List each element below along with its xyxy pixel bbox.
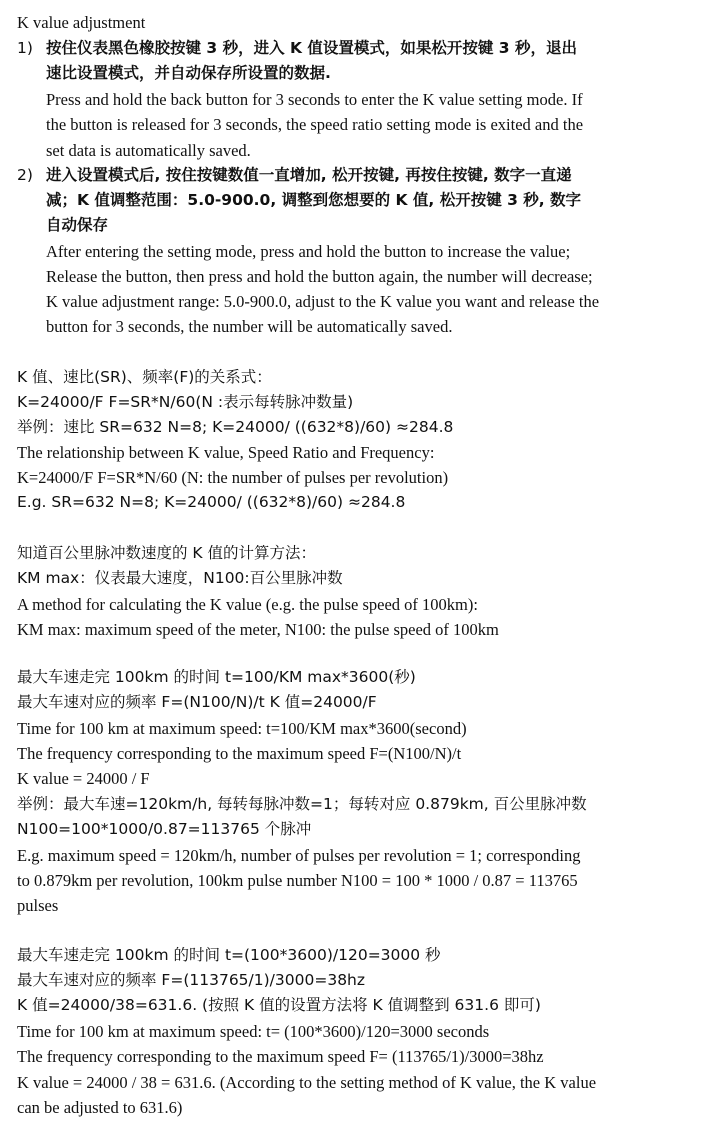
example-zh-line-1: 举例：最大车速=120km/h, 每转每脉冲数=1；每转对应 0.879km, 百公里脉冲数 — [17, 795, 587, 813]
time-formula-zh: 最大车速走完 100km 的时间 t=100/KM max*3600(秒) — [17, 668, 416, 686]
example-en-line-1: E.g. maximum speed = 120km/h, number of pulses per revolution = 1; corresponding — [17, 846, 581, 865]
relation-heading-zh: K 值、速比(SR)、频率(F)的关系式： — [17, 368, 272, 386]
item2-en-line-4: button for 3 seconds, the number will be automatically saved. — [46, 317, 453, 336]
item1-zh-line-2: 速比设置模式，并自动保存所设置的数据. — [46, 64, 331, 82]
section-title: K value adjustment — [17, 13, 146, 32]
item1-en-line-1: Press and hold the back button for 3 seconds to enter the K value setting mode. If — [46, 90, 583, 109]
method-heading-en: A method for calculating the K value (e.g. the pulse speed of 100km): — [17, 595, 478, 614]
calc-frequency-en: The frequency corresponding to the maximum speed F= (113765/1)/3000=38hz — [17, 1047, 544, 1066]
calc-time-zh: 最大车速走完 100km 的时间 t=(100*3600)/120=3000 秒 — [17, 946, 441, 964]
k-value-formula-en: K value = 24000 / F — [17, 769, 150, 788]
item2-zh-line-1: 进入设置模式后, 按住按键数值一直增加, 松开按键, 再按住按键, 数字一直递 — [46, 166, 572, 184]
frequency-formula-zh: 最大车速对应的频率 F=(N100/N)/t K 值=24000/F — [17, 693, 377, 711]
item2-en-line-3: K value adjustment range: 5.0-900.0, adjust to the K value you want and release the — [46, 292, 600, 311]
list-number-1: 1) — [17, 39, 33, 57]
frequency-formula-en: The frequency corresponding to the maximum speed F=(N100/N)/t — [17, 744, 462, 763]
method-definition-zh: KM max：仪表最大速度，N100:百公里脉冲数 — [17, 569, 343, 587]
relation-example-en: E.g. SR=632 N=8; K=24000/ ((632*8)/60) ≈284.8 — [17, 493, 406, 511]
method-definition-en: KM max: maximum speed of the meter, N100: the pulse speed of 100km — [17, 620, 499, 639]
item2-zh-line-3: 自动保存 — [46, 216, 109, 234]
item2-en-line-2: Release the button, then press and hold the button again, the number will decrease; — [46, 267, 593, 286]
calc-k-value-en-line-2: can be adjusted to 631.6) — [17, 1098, 183, 1117]
example-en-line-3: pulses — [17, 896, 59, 915]
time-formula-en: Time for 100 km at maximum speed: t=100/KM max*3600(second) — [17, 719, 467, 738]
calc-time-en: Time for 100 km at maximum speed: t= (100*3600)/120=3000 seconds — [17, 1022, 490, 1041]
relation-formula-en: K=24000/F F=SR*N/60 (N: the number of pulses per revolution) — [17, 468, 449, 487]
calc-k-value-zh: K 值=24000/38=631.6. (按照 K 值的设置方法将 K 值调整到 631.6 即可) — [17, 996, 541, 1014]
calc-k-value-en-line-1: K value = 24000 / 38 = 631.6. (According to the setting method of K value, the K value — [17, 1073, 597, 1092]
relation-formula-zh: K=24000/F F=SR*N/60(N :表示每转脉冲数量) — [17, 393, 354, 411]
item1-en-line-3: set data is automatically saved. — [46, 141, 251, 160]
method-heading-zh: 知道百公里脉冲数速度的 K 值的计算方法： — [17, 544, 317, 562]
relation-heading-en: The relationship between K value, Speed Ratio and Frequency: — [17, 443, 435, 462]
item2-en-line-1: After entering the setting mode, press and hold the button to increase the value; — [46, 242, 571, 261]
example-en-line-2: to 0.879km per revolution, 100km pulse number N100 = 100 * 1000 / 0.87 = 113765 — [17, 871, 578, 890]
item1-zh-line-1: 按住仪表黑色橡胶按键 3 秒，进入 K 值设置模式，如果松开按键 3 秒，退出 — [46, 39, 577, 57]
list-number-2: 2) — [17, 166, 33, 184]
calc-frequency-zh: 最大车速对应的频率 F=(113765/1)/3000=38hz — [17, 971, 366, 989]
item2-zh-line-2: 减；K 值调整范围：5.0-900.0, 调整到您想要的 K 值, 松开按键 3 秒, 数字 — [46, 191, 582, 209]
example-zh-line-2: N100=100*1000/0.87=113765 个脉冲 — [17, 820, 312, 838]
relation-example-zh: 举例：速比 SR=632 N=8; K=24000/ ((632*8)/60) ≈284.8 — [17, 418, 454, 436]
item1-en-line-2: the button is released for 3 seconds, the speed ratio setting mode is exited and the — [46, 115, 584, 134]
